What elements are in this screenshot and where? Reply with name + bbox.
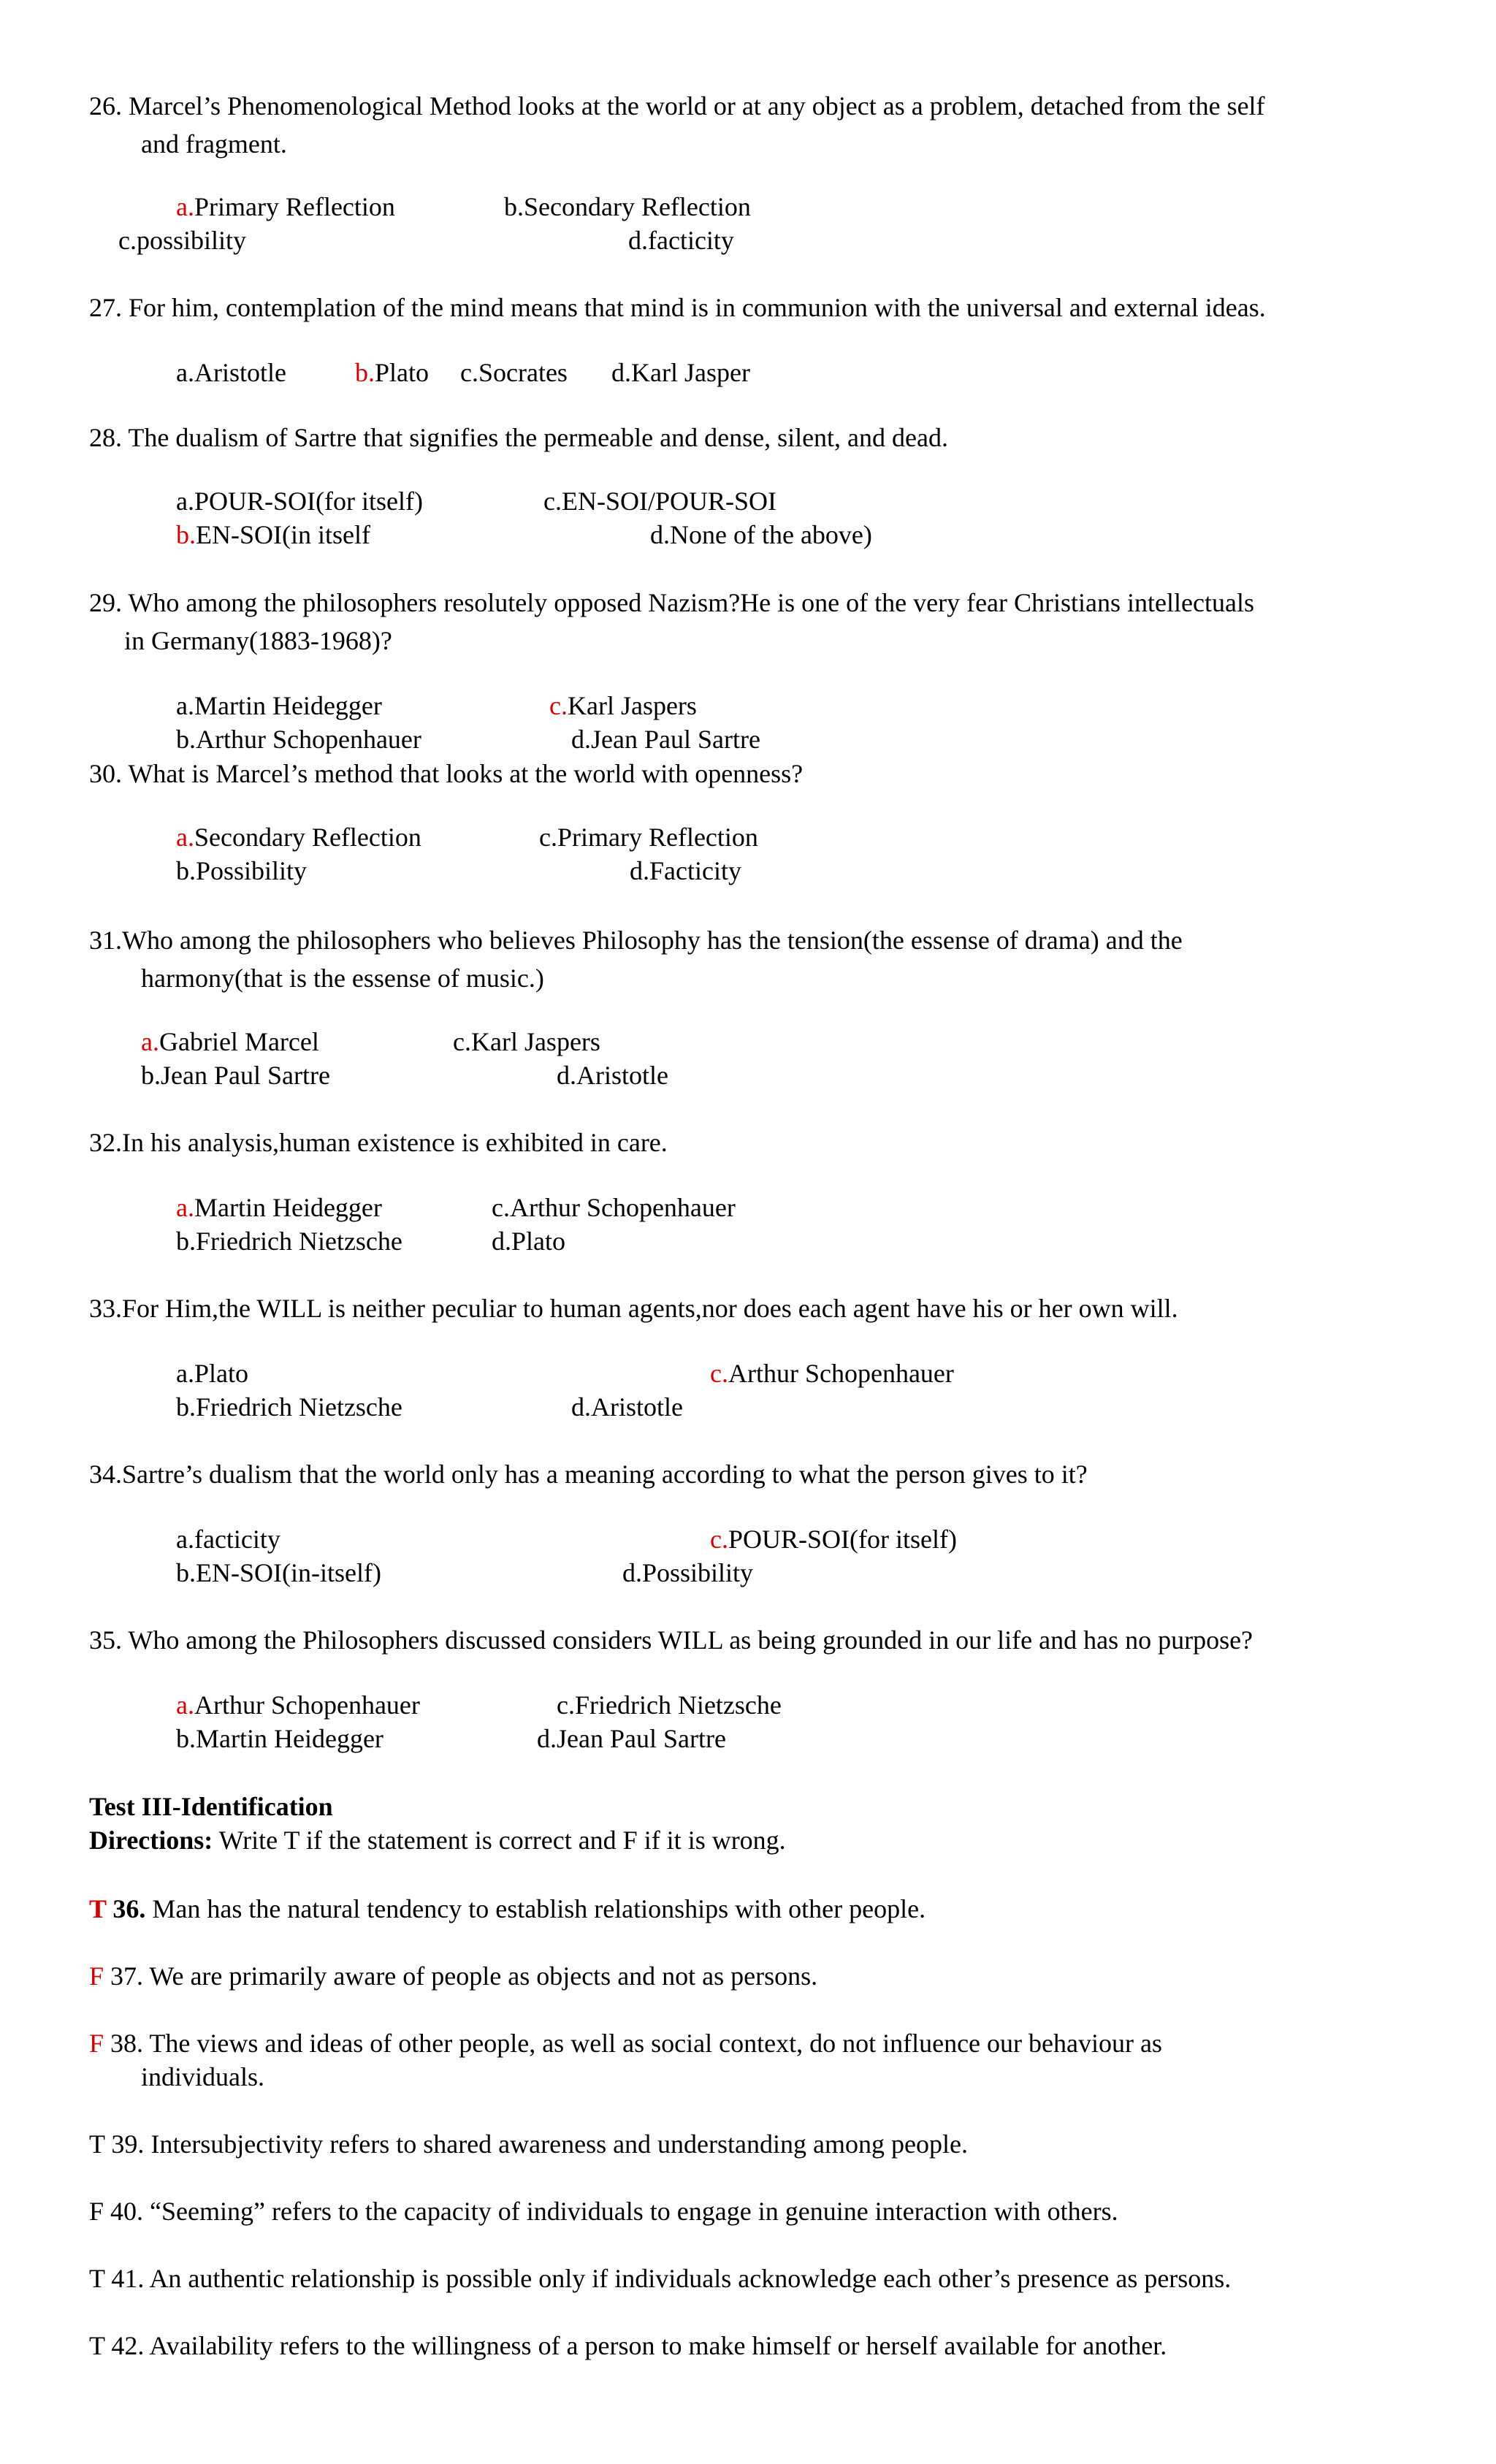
q30-option-d: d.Facticity [630,856,741,885]
answer-letter: c. [710,1359,728,1388]
q26-option-c: c.possibility [118,226,247,255]
q28-option-d: d.None of the above) [650,520,872,549]
q31-option-d: d.Aristotle [557,1061,668,1090]
q28-option-c: c.EN-SOI/POUR-SOI [543,487,776,516]
q26-option-b: b.Secondary Reflection [504,192,751,221]
q35-option-c: c.Friedrich Nietzsche [557,1690,782,1720]
q31-option-c: c.Karl Jaspers [453,1027,600,1056]
option-text: Secondary Reflection [194,823,421,852]
directions-text: Write T if the statement is correct and F if it is wrong. [213,1826,786,1855]
q32-option-d: d.Plato [492,1227,566,1256]
answer-mark: F [89,2029,104,2058]
q26-stem-line2: and fragment. [141,129,287,159]
q32-option-b: b.Friedrich Nietzsche [176,1227,402,1256]
option-text: Primary Reflection [194,192,395,221]
answer-letter: a. [141,1027,159,1056]
option-text: Karl Jaspers [567,691,697,720]
q27-option-b [355,356,429,389]
q34-option-a: a.facticity [176,1525,280,1554]
answer-letter: b. [355,358,375,387]
q28-option-a: a.POUR-SOI(for itself) [176,487,423,516]
q34-option-b: b.EN-SOI(in-itself) [176,1558,381,1587]
q31-option-a [141,1025,319,1059]
q31-stem-line2: harmony(that is the essense of music.) [141,964,544,993]
q35-option-b: b.Martin Heidegger [176,1724,383,1753]
q35-option-a [176,1688,420,1722]
q32-option-c: c.Arthur Schopenhauer [492,1193,736,1222]
q35-option-d: d.Jean Paul Sartre [537,1724,726,1753]
answer-mark: T [89,1894,107,1923]
q26-option-d: d.facticity [628,226,734,255]
q31-stem-line1: 31.Who among the philosophers who believes Philosophy has the tension(the essense of drama) and the [89,926,1183,955]
answer-letter: a. [176,192,194,221]
q30-option-a [176,820,421,854]
item-number: 36. [106,1894,146,1923]
answer-letter: c. [549,691,568,720]
q26-stem-line1: 26. Marcel’s Phenomenological Method looks at the world or at any object as a problem, detached from the self [89,91,1265,121]
item-42: T 42. Availability refers to the willingness of a person to make himself or herself available for another. [89,2331,1167,2360]
q32-stem: 32.In his analysis,human existence is exhibited in care. [89,1128,668,1157]
directions [89,1823,786,1857]
item-41: T 41. An authentic relationship is possible only if individuals acknowledge each other’s presence as persons. [89,2264,1232,2293]
q29-option-b: b.Arthur Schopenhauer [176,725,421,754]
section-heading: Test III-Identification [89,1792,333,1821]
q27-option-d: d.Karl Jasper [611,358,750,387]
option-text: Arthur Schopenhauer [728,1359,954,1388]
answer-letter: a. [176,1193,194,1222]
option-text: POUR-SOI(for itself) [728,1525,957,1554]
item-39: T 39. Intersubjectivity refers to shared awareness and understanding among people. [89,2129,968,2159]
q26-option-a [176,190,395,224]
answer-mark: F [89,1961,104,1991]
q33-option-b: b.Friedrich Nietzsche [176,1392,402,1422]
q28-option-b [176,518,370,552]
q33-option-a: a.Plato [176,1359,248,1388]
q30-option-c: c.Primary Reflection [539,823,758,852]
q29-option-c [549,689,697,722]
q27-option-a: a.Aristotle [176,358,286,387]
answer-letter: c. [710,1525,728,1554]
item-38-line1 [89,2026,1162,2060]
option-text: Martin Heidegger [194,1193,382,1222]
item-text: Man has the natural tendency to establish relationships with other people. [145,1894,926,1923]
q32-option-a [176,1191,382,1224]
option-text: Gabriel Marcel [159,1027,319,1056]
q30-option-b: b.Possibility [176,856,308,885]
q34-stem: 34.Sartre’s dualism that the world only has a meaning according to what the person gives to it? [89,1460,1088,1489]
directions-label: Directions: [89,1826,213,1855]
item-text: 37. We are primarily aware of people as objects and not as persons. [104,1961,818,1991]
answer-letter: b. [176,520,196,549]
q31-option-b: b.Jean Paul Sartre [141,1061,330,1090]
answer-letter: a. [176,1690,194,1720]
q33-option-c [710,1357,954,1390]
item-text: 38. The views and ideas of other people, as well as social context, do not influence our behaviour as [104,2029,1162,2058]
q34-option-d: d.Possibility [622,1558,754,1587]
answer-letter: a. [176,823,194,852]
item-38-line2: individuals. [141,2062,264,2091]
q33-option-d: d.Aristotle [571,1392,683,1422]
item-36 [89,1892,926,1926]
q29-option-a: a.Martin Heidegger [176,691,382,720]
option-text: EN-SOI(in itself [196,520,370,549]
q29-option-d: d.Jean Paul Sartre [571,725,760,754]
option-text: Plato [375,358,430,387]
q27-option-c: c.Socrates [460,358,568,387]
item-40: F 40. “Seeming” refers to the capacity of individuals to engage in genuine interaction with others. [89,2197,1118,2226]
item-37 [89,1959,817,1993]
q29-stem-line2: in Germany(1883-1968)? [124,626,392,655]
q34-option-c [710,1522,957,1556]
q29-stem-line1: 29. Who among the philosophers resolutely opposed Nazism?He is one of the very fear Christians intellectuals [89,588,1254,617]
q27-stem: 27. For him, contemplation of the mind means that mind is in communion with the universal and external ideas. [89,293,1266,322]
q33-stem: 33.For Him,the WILL is neither peculiar to human agents,nor does each agent have his or her own will. [89,1294,1178,1323]
q28-stem: 28. The dualism of Sartre that signifies the permeable and dense, silent, and dead. [89,423,948,452]
option-text: Arthur Schopenhauer [194,1690,420,1720]
q30-stem: 30. What is Marcel’s method that looks at the world with openness? [89,759,804,788]
q35-stem: 35. Who among the Philosophers discussed considers WILL as being grounded in our life and has no purpose? [89,1625,1253,1655]
